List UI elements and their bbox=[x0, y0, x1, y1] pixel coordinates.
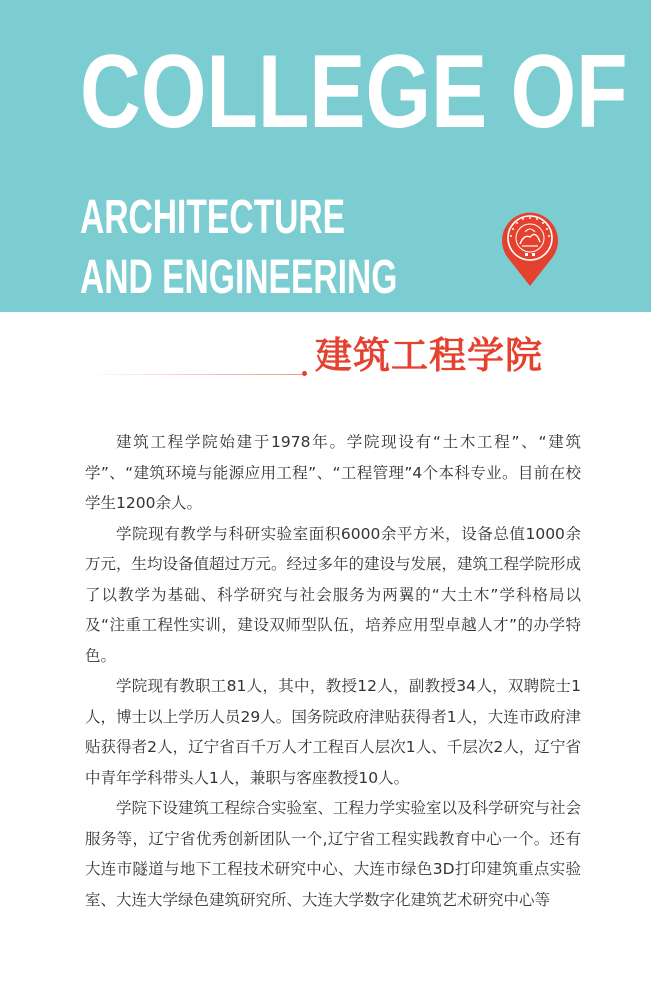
college-subtitle-engineering: AND ENGINEERING bbox=[80, 251, 398, 304]
college-title: COLLEGE OF bbox=[80, 34, 628, 150]
paragraph-faculty: 学院现有教职工81人，其中，教授12人，副教授34人，双聘院士1人，博士以上学历人员29人。国务院政府津贴获得者1人，大连市政府津贴获得者2人，辽宁省百千万人才工程百人层次1人、千层次2人，辽宁省中青年学科带头人1人，兼职与客座教授10人。 bbox=[85, 677, 581, 787]
header-banner bbox=[0, 0, 651, 312]
heading-divider-line bbox=[84, 374, 302, 375]
section-title: 建筑工程学院 bbox=[315, 334, 543, 377]
paragraph-founding: 建筑工程学院始建于1978年。学院现设有“土木工程”、“建筑学”、“建筑环境与能源应用工程”、“工程管理”4个本科专业。目前在校学生1200余人。 bbox=[85, 433, 581, 512]
college-subtitle-architecture: ARCHITECTURE bbox=[80, 191, 346, 244]
paragraph-facilities: 学院现有教学与科研实验室面积6000余平方米，设备总值1000余万元，生均设备值超过万元。经过多年的建设与发展，建筑工程学院形成了以教学为基础、科学研究与社会服务为两翼的“大土木”学科格局以及“注重工程性实训，建设双师型队伍，培养应用型卓越人才”的办学特色。 bbox=[85, 524, 582, 665]
heading-divider-dot bbox=[302, 371, 307, 376]
dalian-university-seal-pin-icon bbox=[498, 206, 562, 288]
paragraph-research-centers: 学院下设建筑工程综合实验室、工程力学实验室以及科学研究与社会服务等，辽宁省优秀创新团队一个,辽宁省工程实践教育中心一个。还有大连市隧道与地下工程技术研究中心、大连市绿色3D打印建筑重点实验室、大连大学绿色建筑研究所、大连大学数字化建筑艺术研究中心等 bbox=[85, 799, 582, 909]
college-description bbox=[85, 427, 581, 915]
